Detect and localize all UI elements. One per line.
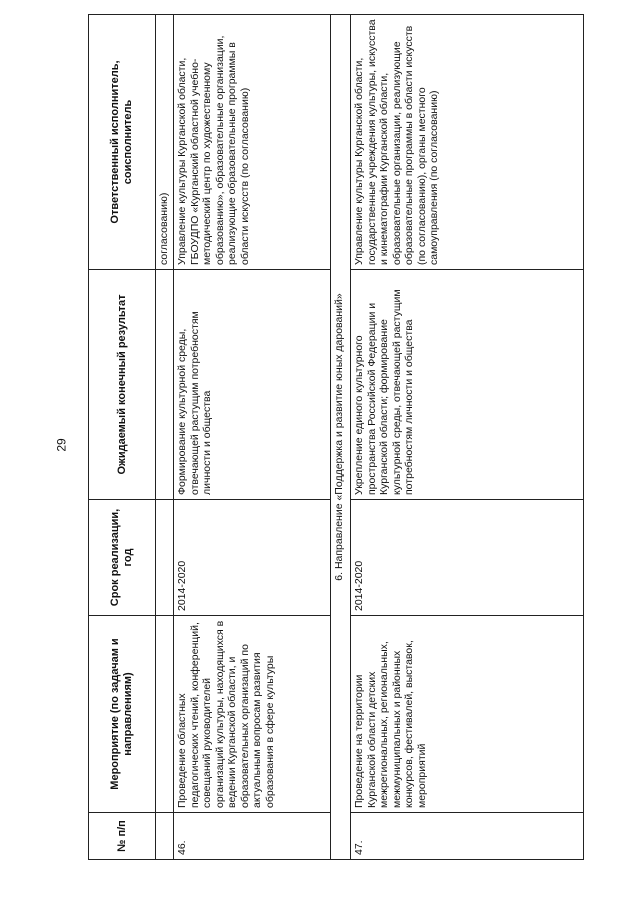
section-row	[331, 15, 351, 860]
header-result: Ожидаемый конечный результат	[89, 270, 156, 500]
rotated-table-container	[88, 15, 584, 860]
table-header-row	[89, 15, 156, 860]
cell-term: 2014-2020	[174, 500, 331, 616]
table-row-continuation	[156, 15, 174, 860]
header-executor: Ответственный исполнитель, соисполнитель	[89, 15, 156, 270]
cell-term: 2014-2020	[351, 500, 584, 616]
cell-empty	[156, 500, 174, 616]
cell-executor: Управление культуры Курганской области, государственные учреждения культуры, искусства и кинематографии Курганской области, образовательные организации, реализующие образовательные программы в области искусств (по согласованию), органы местного самоуправления (по согласованию)	[351, 15, 584, 270]
cell-result: Укрепление единого культурного пространства Российской Федерации и Курганской области; формирование культурной среды, отвечающей растущим потребностям личности и общества	[351, 270, 584, 500]
cell-event: Проведение на территории Курганской области детских межрегиональных, региональных, межмуниципальных и районных конкурсов, фестивалей, выставок, мероприятий	[351, 616, 584, 813]
cell-empty	[156, 270, 174, 500]
table-row-46	[174, 15, 331, 860]
cell-executor-continuation: согласованию)	[156, 15, 174, 270]
program-table	[88, 14, 584, 860]
section-heading: 6. Направление «Поддержка и развитие юных дарований»	[331, 15, 351, 860]
cell-result: Формирование культурной среды, отвечающей растущим потребностям личности и общества	[174, 270, 331, 500]
header-event: Мероприятие (по задачам и направлениям)	[89, 616, 156, 813]
cell-executor: Управление культуры Курганской области, ГБОУДПО «Курганский областной учебно-методический центр по художественному образованию», образовательные организации, реализующие образовательные программы в области искусств (по согласованию)	[174, 15, 331, 270]
header-num: № п/п	[89, 813, 156, 860]
header-term: Срок реализации, год	[89, 500, 156, 616]
cell-num: 47.	[351, 813, 584, 860]
cell-empty	[156, 616, 174, 813]
cell-empty	[156, 813, 174, 860]
cell-event: Проведение областных педагогических чтений, конференций, совещаний руководителей организаций культуры, находящихся в ведении Курганской области, и образовательных организаций по актуальным вопросам развития образования в сфере культуры	[174, 616, 331, 813]
cell-num: 46.	[174, 813, 331, 860]
table-row-47	[351, 15, 584, 860]
page-number: 29	[54, 438, 69, 452]
